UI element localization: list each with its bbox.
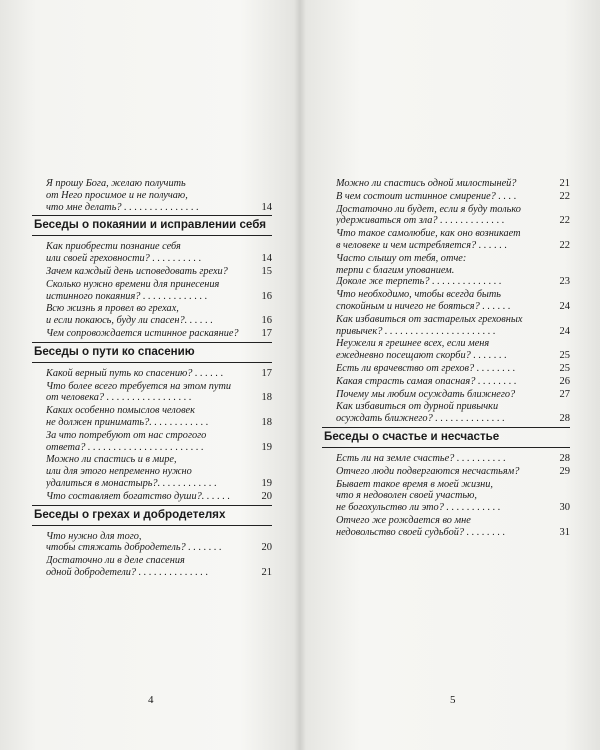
toc-entry[interactable] bbox=[32, 430, 272, 454]
toc-entry[interactable] bbox=[322, 338, 570, 362]
right-toc bbox=[322, 178, 570, 540]
toc-entry-title bbox=[336, 389, 542, 401]
toc-entry[interactable] bbox=[32, 303, 272, 327]
toc-entry-line: в человеке и чем истребляется? . . . . . . bbox=[336, 239, 508, 251]
toc-entry-line: удалиться в монастырь?. . . . . . . . . . . . bbox=[46, 477, 217, 489]
toc-entry-line: что я недоволен своей участью, bbox=[336, 490, 477, 502]
toc-entry-line: Достаточно ли в деле спасения bbox=[46, 555, 185, 567]
toc-entry-line: Бывает такое время в моей жизни, bbox=[336, 478, 493, 490]
toc-entry-line: истинного покаяния? . . . . . . . . . . . . . bbox=[46, 290, 208, 302]
toc-entry-page: 27 bbox=[559, 388, 570, 400]
toc-entry-line: Неужели я грешнее всех, если меня bbox=[336, 338, 490, 350]
toc-entry-title bbox=[46, 266, 244, 278]
toc-entry-line: что мне делать? . . . . . . . . . . . . . . . bbox=[46, 201, 199, 213]
toc-entry-page: 19 bbox=[261, 477, 272, 489]
toc-entry-page: 21 bbox=[261, 566, 272, 578]
toc-entry-title bbox=[46, 241, 244, 265]
toc-entry-line: не должен принимать?. . . . . . . . . . . . bbox=[46, 416, 209, 428]
toc-entry-line: Чем сопровождается истинное раскаяние? bbox=[46, 327, 239, 339]
toc-entry-page: 15 bbox=[261, 265, 272, 277]
toc-entry-title bbox=[336, 289, 542, 313]
toc-entry-line: Что нужно для того, bbox=[46, 530, 142, 542]
toc-entry-title bbox=[336, 228, 542, 252]
toc-entry-line: Как приобрести познание себя bbox=[46, 241, 181, 253]
toc-entry-page: 20 bbox=[261, 542, 272, 554]
toc-entry-line: от человека? . . . . . . . . . . . . . . . . . bbox=[46, 392, 192, 404]
toc-entry-line: от Него просимое и не получаю, bbox=[46, 189, 188, 201]
toc-entry-title bbox=[46, 491, 244, 503]
toc-entry-line: привычек? . . . . . . . . . . . . . . . . . . . . . . bbox=[336, 325, 496, 337]
toc-entry-title bbox=[336, 253, 542, 288]
toc-entry[interactable] bbox=[322, 228, 570, 252]
toc-entry-title bbox=[336, 191, 542, 203]
toc-entry-page: 22 bbox=[559, 239, 570, 251]
toc-entry-title bbox=[46, 279, 244, 303]
toc-entry-line: Достаточно ли будет, если я буду только bbox=[336, 203, 521, 215]
toc-entry-title bbox=[46, 531, 244, 555]
toc-entry-title bbox=[336, 314, 542, 338]
toc-entry-line: Есть ли на земле счастье? . . . . . . . . . . bbox=[336, 452, 506, 464]
toc-entry[interactable] bbox=[32, 531, 272, 555]
toc-entry-line: терпи с благим упованием. bbox=[336, 264, 455, 276]
toc-entry-line: Часто слышу от тебя, отче: bbox=[336, 252, 467, 264]
toc-entry[interactable] bbox=[32, 555, 272, 579]
toc-entry[interactable] bbox=[32, 454, 272, 489]
toc-entry[interactable] bbox=[322, 479, 570, 514]
toc-entry-line: ежедневно посещают скорби? . . . . . . . bbox=[336, 350, 507, 362]
right-page-number: 5 bbox=[450, 694, 456, 706]
toc-entry-line: В чем состоит истинное смирение? . . . . bbox=[336, 190, 517, 202]
toc-entry-line: Что такое самолюбие, как оно возникает bbox=[336, 228, 521, 240]
toc-entry-line: Отчего же рождается во мне bbox=[336, 514, 471, 526]
toc-entry-page: 16 bbox=[261, 315, 272, 327]
right-page bbox=[300, 0, 600, 750]
toc-entry-page: 18 bbox=[261, 416, 272, 428]
toc-entry-page: 22 bbox=[559, 215, 570, 227]
toc-entry-line: или для этого непременно нужно bbox=[46, 466, 192, 478]
toc-entry[interactable] bbox=[322, 191, 570, 203]
toc-entry-line: или своей греховности? . . . . . . . . . . bbox=[46, 253, 202, 265]
toc-entry-page: 24 bbox=[559, 325, 570, 337]
toc-entry-title bbox=[46, 303, 244, 327]
toc-entry-line: Что составляет богатство души?. . . . . . bbox=[46, 490, 231, 502]
toc-entry[interactable] bbox=[32, 491, 272, 503]
toc-entry[interactable] bbox=[322, 453, 570, 465]
toc-entry-line: не богохульство ли это? . . . . . . . . . . . bbox=[336, 502, 501, 514]
toc-entry[interactable] bbox=[32, 279, 272, 303]
toc-entry-page: 25 bbox=[559, 350, 570, 362]
toc-entry-line: недовольство своей судьбой? . . . . . . . . bbox=[336, 526, 506, 538]
toc-entry[interactable] bbox=[32, 241, 272, 265]
toc-entry-title bbox=[336, 515, 542, 539]
toc-entry[interactable] bbox=[322, 314, 570, 338]
toc-entry-page: 26 bbox=[559, 375, 570, 387]
toc-entry-title bbox=[46, 328, 244, 340]
toc-entry-page: 28 bbox=[559, 413, 570, 425]
toc-entry-line: Что более всего требуется на этом пути bbox=[46, 380, 232, 392]
toc-entry-title bbox=[46, 454, 244, 489]
toc-entry-line: Сколько нужно времени для принесения bbox=[46, 278, 220, 290]
toc-entry-title bbox=[46, 178, 244, 213]
toc-entry[interactable] bbox=[32, 381, 272, 405]
toc-entry-title bbox=[336, 376, 542, 388]
toc-entry[interactable] bbox=[322, 515, 570, 539]
toc-entry-title bbox=[46, 405, 244, 429]
toc-entry[interactable] bbox=[32, 178, 272, 213]
toc-entry[interactable] bbox=[32, 405, 272, 429]
toc-entry-title bbox=[336, 178, 542, 190]
toc-entry-line: удерживаться от зла? . . . . . . . . . . . . . bbox=[336, 215, 505, 227]
toc-entry-line: Какой верный путь ко спасению? . . . . . . bbox=[46, 367, 224, 379]
toc-entry[interactable] bbox=[322, 289, 570, 313]
toc-entry-page: 14 bbox=[261, 253, 272, 265]
toc-entry-title bbox=[46, 430, 244, 454]
toc-entry[interactable] bbox=[322, 363, 570, 375]
section-heading: Беседы о грехах и добродетелях bbox=[32, 505, 272, 526]
toc-entry-page: 21 bbox=[559, 178, 570, 189]
toc-entry-line: Как избавиться от дурной привычки bbox=[336, 401, 499, 413]
section-heading: Беседы о пути ко спасению bbox=[32, 342, 272, 363]
section-heading: Беседы о покаянии и исправлении себя bbox=[32, 215, 272, 236]
toc-entry-line: Зачем каждый день исповедовать грехи? bbox=[46, 265, 228, 277]
toc-entry-page: 29 bbox=[559, 465, 570, 477]
left-page-number: 4 bbox=[148, 694, 154, 706]
toc-entry-page: 20 bbox=[261, 490, 272, 502]
toc-entry-line: осуждать ближнего? . . . . . . . . . . . . . . bbox=[336, 413, 505, 425]
toc-entry-line: Есть ли врачевство от грехов? . . . . . . . . bbox=[336, 362, 516, 374]
toc-entry-line: Что необходимо, чтобы всегда быть bbox=[336, 289, 501, 301]
toc-entry-line: Я прошу Бога, желаю получить bbox=[46, 178, 186, 189]
toc-entry-line: ответа? . . . . . . . . . . . . . . . . . . . . . . . bbox=[46, 441, 204, 453]
toc-entry-line: Всю жизнь я провел во грехах, bbox=[46, 303, 179, 315]
toc-entry-title bbox=[46, 381, 244, 405]
section-heading: Беседы о счастье и несчастье bbox=[322, 427, 570, 448]
toc-entry[interactable] bbox=[322, 204, 570, 228]
toc-entry-line: За что потребуют от нас строгого bbox=[46, 429, 207, 441]
toc-entry-title bbox=[336, 401, 542, 425]
toc-entry[interactable] bbox=[322, 253, 570, 288]
toc-entry[interactable] bbox=[32, 368, 272, 380]
toc-entry-page: 16 bbox=[261, 290, 272, 302]
toc-entry-line: Можно ли спастись одной милостыней? bbox=[336, 178, 517, 189]
toc-entry-title bbox=[46, 555, 244, 579]
toc-entry-page: 17 bbox=[261, 367, 272, 379]
toc-entry[interactable] bbox=[322, 466, 570, 478]
toc-entry[interactable] bbox=[32, 328, 272, 340]
toc-entry[interactable] bbox=[32, 266, 272, 278]
toc-entry-page: 18 bbox=[261, 392, 272, 404]
toc-entry[interactable] bbox=[322, 178, 570, 190]
toc-entry-title bbox=[336, 338, 542, 362]
toc-entry-line: Какая страсть самая опасная? . . . . . . . . bbox=[336, 375, 517, 387]
toc-entry-title bbox=[336, 479, 542, 514]
toc-entry-line: Можно ли спастись и в мире, bbox=[46, 454, 177, 466]
toc-entry-line: чтобы стяжать добродетель? . . . . . . . bbox=[46, 542, 222, 554]
toc-entry-page: 17 bbox=[261, 327, 272, 339]
toc-entry-title bbox=[46, 368, 244, 380]
toc-entry-line: и если покаюсь, буду ли спасен?. . . . . . bbox=[46, 315, 213, 327]
toc-entry-title bbox=[336, 466, 542, 478]
toc-entry-title bbox=[336, 204, 542, 228]
toc-entry-line: Отчего люди подвергаются несчастьям? bbox=[336, 465, 520, 477]
toc-entry[interactable] bbox=[322, 401, 570, 425]
toc-entry-page: 25 bbox=[559, 362, 570, 374]
toc-entry-line: Как избавиться от застарелых греховных bbox=[336, 313, 523, 325]
toc-entry-page: 24 bbox=[559, 300, 570, 312]
toc-entry-title bbox=[336, 453, 542, 465]
toc-entry-line: Доколе же терпеть? . . . . . . . . . . . . . . bbox=[336, 276, 502, 288]
toc-entry-page: 19 bbox=[261, 441, 272, 453]
left-toc bbox=[32, 178, 272, 580]
toc-entry-title bbox=[336, 363, 542, 375]
toc-entry-line: Почему мы любим осуждать ближнего? bbox=[336, 388, 516, 400]
toc-entry[interactable] bbox=[322, 389, 570, 401]
toc-entry-line: одной добродетели? . . . . . . . . . . . . . . bbox=[46, 566, 209, 578]
toc-entry-line: Каких особенно помыслов человек bbox=[46, 405, 195, 417]
toc-entry-page: 22 bbox=[559, 190, 570, 202]
toc-entry-page: 23 bbox=[559, 276, 570, 288]
toc-entry-line: спокойным и ничего не бояться? . . . . . . bbox=[336, 300, 511, 312]
toc-entry-page: 30 bbox=[559, 502, 570, 514]
toc-entry[interactable] bbox=[322, 376, 570, 388]
toc-entry-page: 28 bbox=[559, 452, 570, 464]
toc-entry-page: 31 bbox=[559, 526, 570, 538]
toc-entry-page: 14 bbox=[261, 201, 272, 213]
